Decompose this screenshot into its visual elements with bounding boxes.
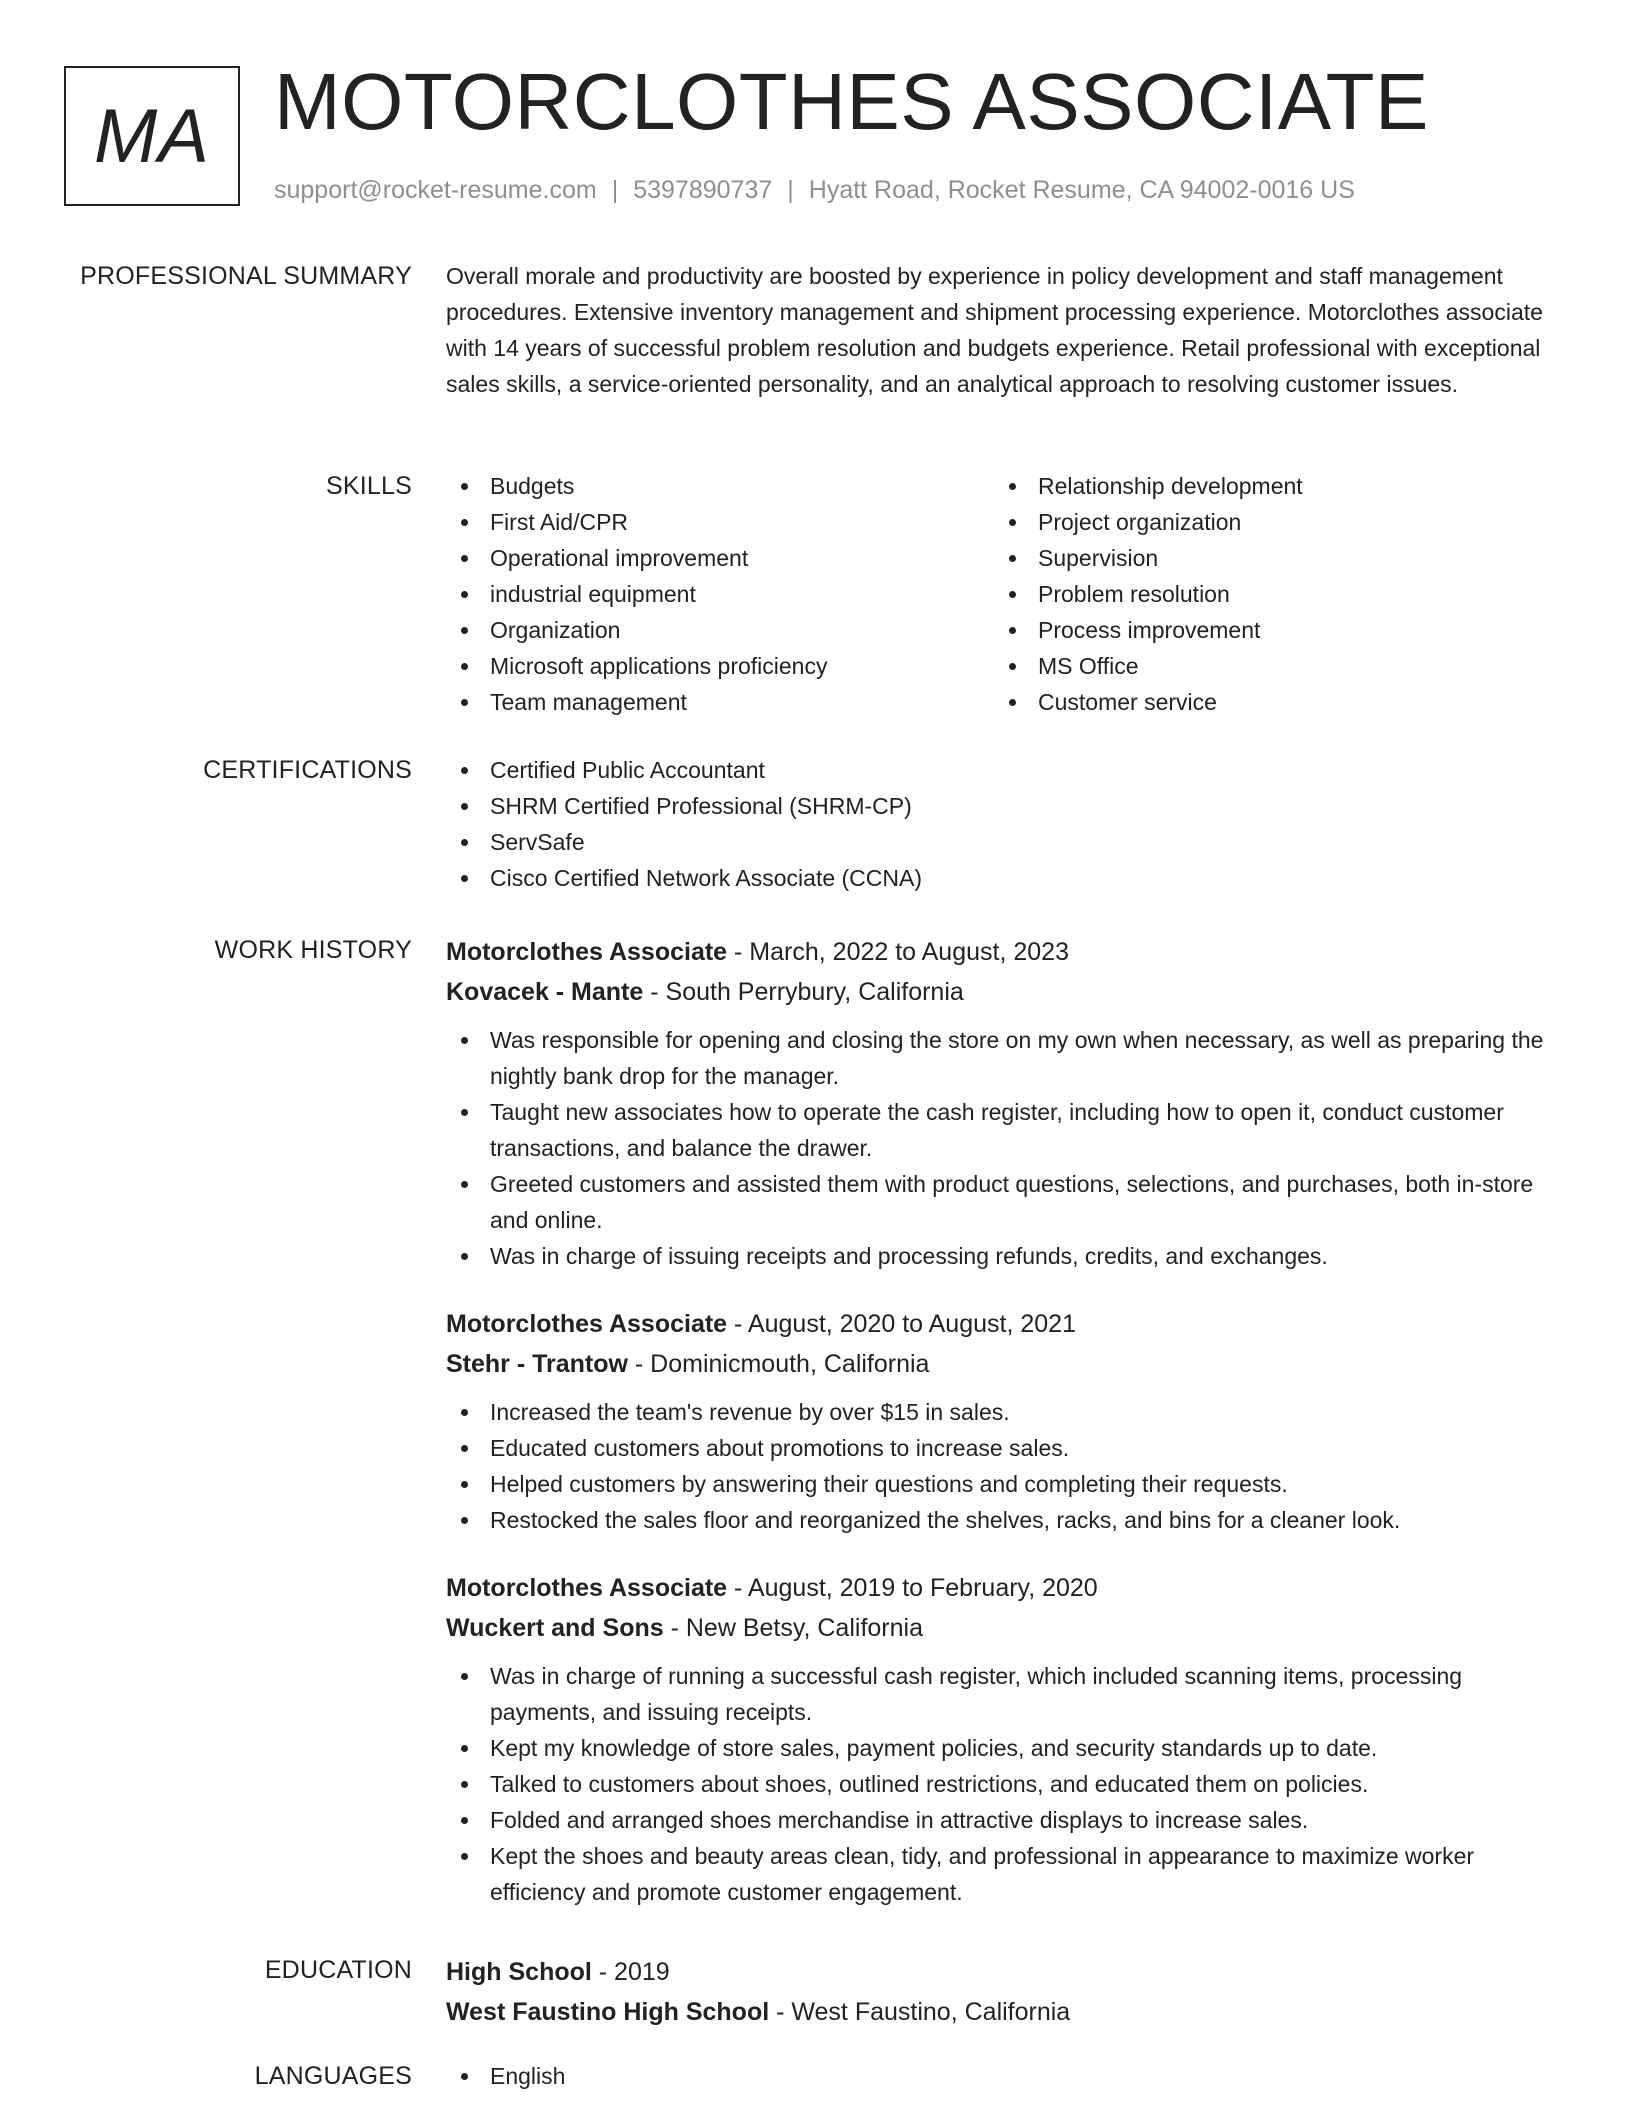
- job-bullet: Kept my knowledge of store sales, payment policies, and security standards up to date.: [446, 1730, 1566, 1766]
- skills-list-right: [994, 468, 1542, 720]
- school-line: [446, 1992, 1566, 2032]
- job-title: Motorclothes Associate: [446, 1574, 728, 1602]
- job-bullet: Was responsible for opening and closing the store on my own when necessary, as well as preparing the nightly bank drop for the manager.: [446, 1022, 1566, 1094]
- company-name: Wuckert and Sons: [446, 1614, 664, 1642]
- certification-item: Certified Public Accountant: [446, 752, 1566, 788]
- job-bullet: Talked to customers about shoes, outlined restrictions, and educated them on policies.: [446, 1766, 1566, 1802]
- skill-item: MS Office: [994, 648, 1542, 684]
- company-line: [446, 972, 1566, 1012]
- job-bullet: Restocked the sales floor and reorganized the shelves, racks, and bins for a cleaner look.: [446, 1502, 1566, 1538]
- skill-item: Budgets: [446, 468, 994, 504]
- skills-list-left: [446, 468, 994, 720]
- company-line: [446, 1608, 1566, 1648]
- job-heading: [446, 1304, 1566, 1344]
- job-bullet: Greeted customers and assisted them with product questions, selections, and purchases, both in-store and online.: [446, 1166, 1566, 1238]
- company-line: [446, 1344, 1566, 1384]
- school-name: West Faustino High School: [446, 1998, 770, 2026]
- job-title: Motorclothes Associate: [446, 1310, 728, 1338]
- job-bullet: Kept the shoes and beauty areas clean, tidy, and professional in appearance to maximize worker efficiency and promote customer engagement.: [446, 1838, 1566, 1910]
- summary-text: Overall morale and productivity are boosted by experience in policy development and staff management procedures. Extensive inventory management and shipment processing experience. Motorclothes associate with 14 years of successful problem resolution and budgets experience. Retail professional with exceptional sales skills, a service-oriented personality, and an analytical approach to resolving customer issues.: [446, 263, 1543, 397]
- company-location: - New Betsy, California: [663, 1614, 923, 1642]
- summary-body: [446, 258, 1566, 402]
- monogram-text: MA: [94, 93, 210, 179]
- job-bullet: Folded and arranged shoes merchandise in attractive displays to increase sales.: [446, 1802, 1566, 1838]
- job-heading: [446, 1568, 1566, 1608]
- contact-line: [274, 172, 1355, 208]
- certifications-body: [446, 752, 1566, 896]
- job-bullets: [446, 1658, 1566, 1910]
- job-title: Motorclothes Associate: [446, 938, 728, 966]
- skill-item: First Aid/CPR: [446, 504, 994, 540]
- skill-item: Microsoft applications proficiency: [446, 648, 994, 684]
- certification-item: ServSafe: [446, 824, 1566, 860]
- work-history-body: [446, 932, 1566, 1940]
- skill-item: industrial equipment: [446, 576, 994, 612]
- degree-year: - 2019: [591, 1958, 670, 1986]
- job-entry: [446, 1304, 1566, 1538]
- job-bullets: [446, 1022, 1566, 1274]
- summary-label: PROFESSIONAL SUMMARY: [80, 262, 412, 290]
- company-location: - South Perrybury, California: [643, 978, 964, 1006]
- skill-item: Project organization: [994, 504, 1542, 540]
- contact-separator: |: [787, 176, 794, 204]
- certifications-label: CERTIFICATIONS: [203, 756, 412, 784]
- languages-list: [446, 2058, 1566, 2094]
- job-dates: - March, 2022 to August, 2023: [727, 938, 1069, 966]
- education-label: EDUCATION: [264, 1956, 412, 1984]
- job-bullet: Taught new associates how to operate the cash register, including how to open it, conduct customer transactions, and balance the drawer.: [446, 1094, 1566, 1166]
- job-dates: - August, 2019 to February, 2020: [727, 1574, 1098, 1602]
- skill-item: Supervision: [994, 540, 1542, 576]
- job-bullet: Was in charge of running a successful cash register, which included scanning items, processing payments, and issuing receipts.: [446, 1658, 1566, 1730]
- contact-phone[interactable]: 5397890737: [633, 176, 773, 204]
- skills-label: SKILLS: [326, 472, 412, 500]
- skill-item: Customer service: [994, 684, 1542, 720]
- company-name: Stehr - Trantow: [446, 1350, 628, 1378]
- contact-email[interactable]: support@rocket-resume.com: [274, 176, 597, 204]
- degree-line: [446, 1952, 1566, 1992]
- skill-item: Process improvement: [994, 612, 1542, 648]
- school-location: - West Faustino, California: [769, 1998, 1071, 2026]
- skill-item: Organization: [446, 612, 994, 648]
- languages-body: [446, 2058, 1566, 2094]
- job-entry: [446, 932, 1566, 1274]
- languages-label: LANGUAGES: [254, 2062, 412, 2090]
- job-entry: [446, 1568, 1566, 1910]
- skill-item: Relationship development: [994, 468, 1542, 504]
- degree-name: High School: [446, 1958, 592, 1986]
- job-heading: [446, 932, 1566, 972]
- contact-separator: |: [611, 176, 619, 204]
- job-bullet: Was in charge of issuing receipts and processing refunds, credits, and exchanges.: [446, 1238, 1566, 1274]
- skills-body: [446, 468, 1566, 720]
- job-dates: - August, 2020 to August, 2021: [727, 1310, 1076, 1338]
- monogram-badge: [64, 66, 240, 206]
- skill-item: Problem resolution: [994, 576, 1542, 612]
- job-bullets: [446, 1394, 1566, 1538]
- company-name: Kovacek - Mante: [446, 978, 644, 1006]
- company-location: - Dominicmouth, California: [627, 1350, 930, 1378]
- skill-item: Team management: [446, 684, 994, 720]
- contact-address: Hyatt Road, Rocket Resume, CA 94002-0016 US: [808, 176, 1355, 204]
- certifications-list: [446, 752, 1566, 896]
- certification-item: SHRM Certified Professional (SHRM-CP): [446, 788, 1566, 824]
- certification-item: Cisco Certified Network Associate (CCNA): [446, 860, 1566, 896]
- work-history-label: WORK HISTORY: [214, 936, 412, 964]
- skill-item: Operational improvement: [446, 540, 994, 576]
- language-item: English: [446, 2058, 1566, 2094]
- job-bullet: Helped customers by answering their questions and completing their requests.: [446, 1466, 1566, 1502]
- job-bullet: Increased the team's revenue by over $15 in sales.: [446, 1394, 1566, 1430]
- education-body: [446, 1952, 1566, 2032]
- job-bullet: Educated customers about promotions to increase sales.: [446, 1430, 1566, 1466]
- candidate-name: MOTORCLOTHES ASSOCIATE: [274, 57, 1429, 146]
